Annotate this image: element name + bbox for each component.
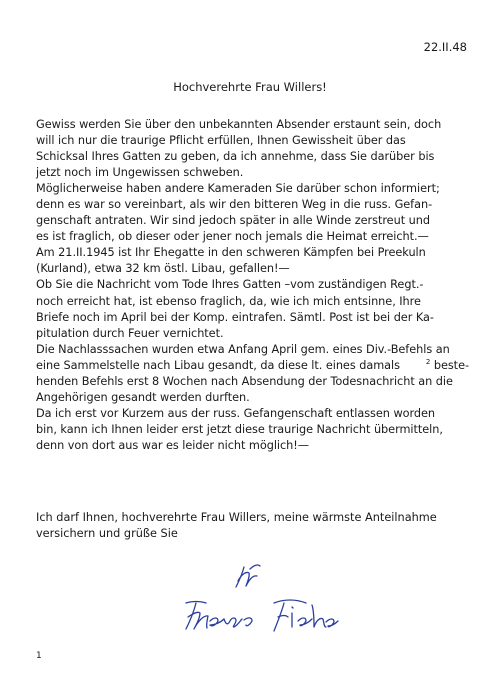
body-line: eine Sammelstelle nach Libau gesandt, da diese lt. eines damals $^2$ beste- xyxy=(36,357,469,372)
body-line: pitulation durch Feuer vernichtet. xyxy=(36,326,224,340)
body-line: denn von dort aus war es leider nicht möglich!— xyxy=(36,438,309,452)
body-line: bin, kann ich Ihnen leider erst jetzt diese traurige Nachricht übermitteln, xyxy=(36,422,443,436)
letter-date: 22.II.48 xyxy=(423,40,467,54)
letter-body xyxy=(36,117,469,454)
page-number: 1 xyxy=(36,651,42,661)
body-line: denn es war so vereinbart, als wir den bitteren Weg in die russ. Gefan- xyxy=(36,198,433,212)
closing-line: Ich darf Ihnen, hochverehrte Frau Willers, meine wärmste Anteilnahme xyxy=(36,511,437,524)
body-line: noch erreicht hat, ist ebenso fraglich, da, wie ich mich entsinne, Ihre xyxy=(36,294,421,308)
body-line: Am 21.II.1945 ist Ihr Ehegatte in den schweren Kämpfen bei Preekuln xyxy=(36,246,426,260)
body-line: genschaft antraten. Wir sind jedoch später in alle Winde zerstreut und xyxy=(36,214,430,228)
salutation: Hochverehrte Frau Willers! xyxy=(173,80,327,94)
body-line: henden Befehls erst 8 Wochen nach Absendung der Todesnachricht an die xyxy=(36,374,453,388)
closing-paragraph xyxy=(36,510,476,542)
handwritten-signature xyxy=(180,555,340,635)
body-line: jetzt noch im Ungewissen schweben. xyxy=(36,166,244,180)
body-line: Ob Sie die Nachricht vom Tode Ihres Gatten –vom zuständigen Regt.- xyxy=(36,278,424,292)
footnote-marker: 2 xyxy=(425,357,431,366)
body-line: (Kurland), etwa 32 km östl. Libau, gefallen!— xyxy=(36,262,290,276)
body-line: Die Nachlasssachen wurden etwa Anfang April gem. eines Div.-Befehls an xyxy=(36,342,450,356)
body-line: Gewiss werden Sie über den unbekannten Absender erstaunt sein, doch xyxy=(36,118,442,131)
body-line: Briefe noch im April bei der Komp. eintrafen. Sämtl. Post ist bei der Ka- xyxy=(36,310,434,324)
body-line: Möglicherweise haben andere Kameraden Sie darüber schon informiert; xyxy=(36,182,440,196)
body-line: will ich nur die traurige Pflicht erfüllen, Ihnen Gewissheit über das xyxy=(36,134,406,148)
body-line: es ist fraglich, ob dieser oder jener noch jemals die Heimat erreicht.— xyxy=(36,230,429,244)
body-line: Angehörigen gesandt werden durften. xyxy=(36,390,250,404)
closing-line: versichern und grüße Sie xyxy=(36,527,178,541)
body-line: Da ich erst vor Kurzem aus der russ. Gefangenschaft entlassen worden xyxy=(36,406,436,420)
body-line: Schicksal Ihres Gatten zu geben, da ich annehme, dass Sie darüber bis xyxy=(36,150,435,164)
